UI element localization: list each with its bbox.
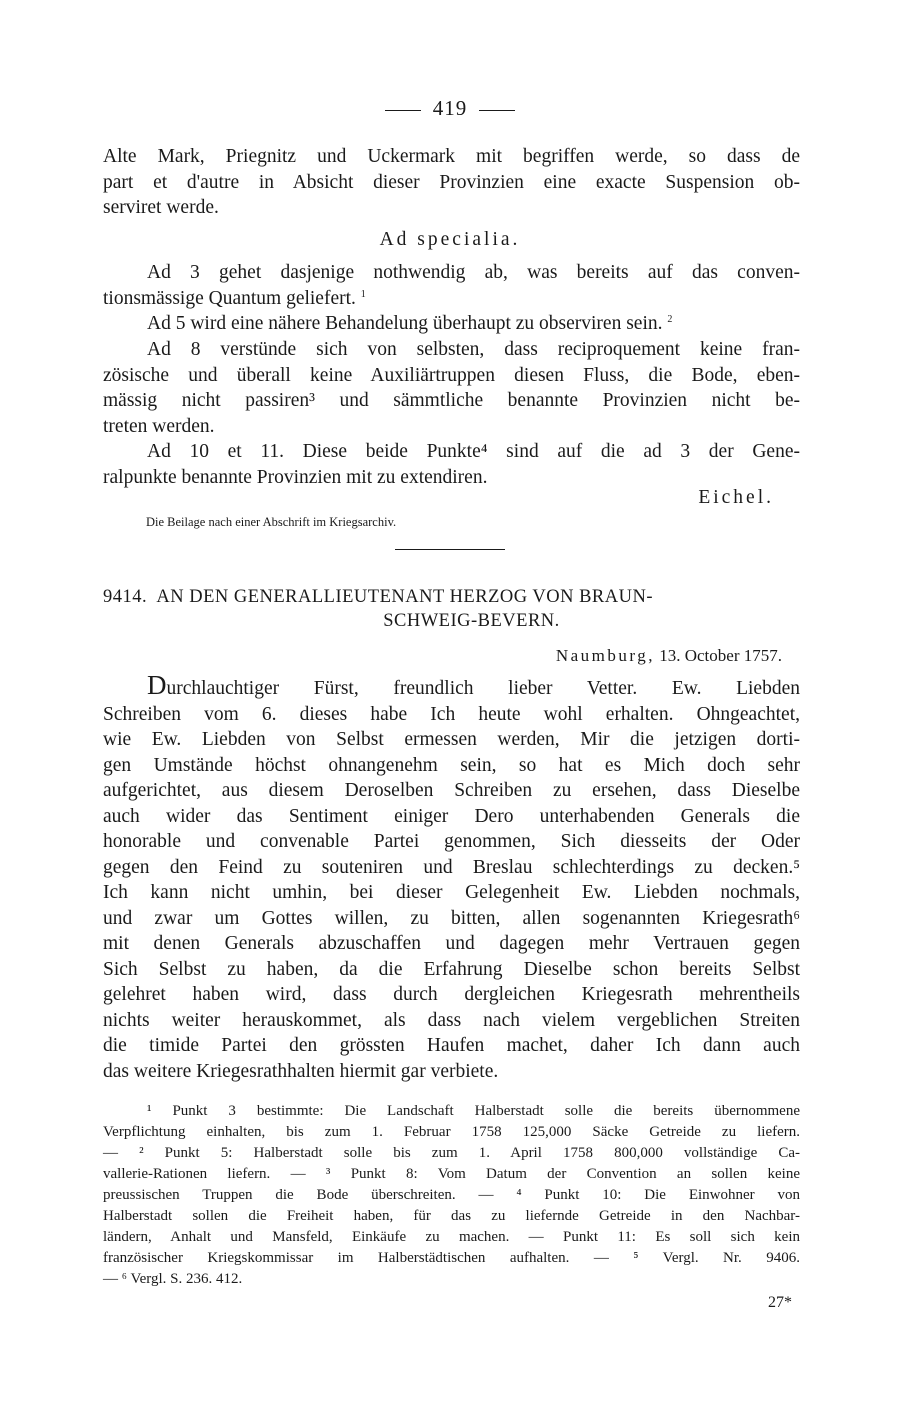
text-line: gen Umstände höchst ohnangenehm sein, so hat es Mich doch sehr: [103, 754, 800, 776]
drop-cap: D: [147, 670, 167, 700]
source-note: Die Beilage nach einer Abschrift im Kriegsarchiv.: [146, 515, 397, 529]
text-line: Ad 8 verstünde sich von selbsten, dass reciproquement keine fran-: [147, 339, 800, 360]
text-fragment: urchlauchtiger Fürst, freundlich lieber Vetter. Ew. Liebden: [166, 678, 800, 699]
dash-left: [385, 110, 421, 111]
text-fragment: Ad 5 wird eine nähere Behandelung überhaupt zu observiren sein.: [147, 313, 663, 334]
text-line: Sich Selbst zu haben, da die Erfahrung Dieselbe schon bereits Selbst: [103, 958, 800, 980]
intro-paragraph: [103, 144, 800, 221]
section-divider: [395, 549, 505, 550]
footnote-line: Halberstadt sollen die Freiheit haben, für das zu liefernde Getreide in den Nachbar-: [103, 1208, 800, 1224]
text-fragment: tionsmässige Quantum geliefert.: [103, 287, 356, 309]
dash-right: [479, 110, 515, 111]
footnote-line: ¹ Punkt 3 bestimmte: Die Landschaft Halberstadt solle die bereits übernommene: [147, 1103, 800, 1119]
footnotes: [103, 1101, 800, 1290]
text-line: Alte Mark, Priegnitz und Uckermark mit begriffen werde, so dass de: [103, 146, 800, 167]
signature-mark: 27*: [768, 1294, 792, 1311]
page-number-header: [0, 96, 900, 121]
text-line: zösische und überall keine Auxiliärtruppen diesen Fluss, die Bode, eben-: [103, 364, 800, 386]
text-line: [103, 286, 800, 312]
text-line: mässig nicht passiren³ und sämmtliche benannte Provinzien nicht be-: [103, 390, 800, 411]
text-line: nichts weiter herauskommet, als dass nach vielem vergeblichen Streiten: [103, 1009, 800, 1031]
text-line: und zwar um Gottes willen, zu bitten, allen sogenannten Kriegesrath⁶: [103, 907, 800, 929]
footnote-line: französischer Kriegskommissar im Halberstädtischen aufhalten. — ⁵ Vergl. Nr. 9406.: [103, 1250, 800, 1266]
page-number: 419: [432, 96, 468, 120]
text-line: serviret werde.: [103, 197, 219, 218]
text-line: aufgerichtet, aus diesem Deroselben Schreiben zu ersehen, dass Dieselbe: [103, 780, 800, 801]
text-line: gegen den Feind zu souteniren und Breslau schlechterdings zu decken.⁵: [103, 856, 800, 878]
footnote-line: ländern, Anhalt und Mansfeld, Einkäufe zu machen. — Punkt 11: Es soll sich kein: [103, 1229, 800, 1245]
text-line: die timide Partei den grössten Haufen machet, daher Ich dann auch: [103, 1035, 800, 1056]
text-line: wie Ew. Liebden von Selbst ermessen werden, Mir die jetzigen dorti-: [103, 729, 800, 750]
item-ad-5: [103, 311, 800, 337]
title-line-1: [103, 585, 800, 609]
text-line: honorable und convenable Partei genommen, Sich diesseits der Oder: [103, 831, 800, 852]
text-line: treten werden.: [103, 415, 215, 437]
title-line-2: SCHWEIG-BEVERN.: [383, 611, 560, 631]
text-line: [103, 311, 800, 337]
text-line: das weitere Kriegesrathhalten hiermit gar verbiete.: [103, 1060, 499, 1082]
place: Naumburg,: [555, 646, 655, 665]
text-line: [103, 670, 800, 702]
text-line: gelehret haben wird, dass durch dergleichen Kriegesrath mehrentheils: [103, 984, 800, 1005]
text-line: part et d'autre in Absicht dieser Provinzien eine exacte Suspension ob-: [103, 171, 800, 193]
footnote-line: preussischen Truppen die Bode überschreiten. — ⁴ Punkt 10: Die Einwohner von: [103, 1187, 800, 1203]
text-line: Ich kann nicht umhin, bei dieser Gelegenheit Ew. Liebden nochmals,: [103, 882, 800, 903]
footnote-line: — ² Punkt 5: Halberstadt solle bis zum 1. April 1758 800,000 vollständige Ca-: [103, 1145, 800, 1161]
letter-body: [103, 670, 800, 1084]
text-line: Schreiben vom 6. dieses habe Ich heute wohl erhalten. Ohngeachtet,: [103, 703, 800, 725]
footnote-line: vallerie-Rationen liefern. — ³ Punkt 8: Vom Datum der Convention an sollen keine: [103, 1166, 800, 1182]
text-line: ralpunkte benannte Provinzien mit zu extendiren.: [103, 466, 488, 488]
date: 13. October 1757.: [659, 646, 782, 665]
title-text: AN DEN GENERALLIEUTENANT HERZOG VON BRAUN-: [156, 587, 654, 607]
text-line: Ad 3 gehet dasjenige nothwendig ab, was bereits auf das conven-: [147, 262, 800, 283]
item-ad-3: [103, 260, 800, 311]
item-ad-8: [103, 337, 800, 439]
footnote-ref: 2: [667, 314, 673, 325]
text-line: Ad 10 et 11. Diese beide Punkte⁴ sind auf die ad 3 der Gene-: [147, 441, 800, 462]
place-date: [556, 646, 782, 666]
footnote-ref: 1: [360, 288, 366, 300]
document-number: 9414.: [103, 587, 148, 607]
item-ad-10-11: [103, 439, 800, 490]
document-title: [103, 585, 800, 633]
text-line: auch wider das Sentiment einiger Dero unterhabenden Generals die: [103, 805, 800, 827]
text-line: mit denen Generals abzuschaffen und dagegen mehr Vertrauen gegen: [103, 933, 800, 954]
footnote-line: Verpflichtung einhalten, bis zum 1. Februar 1758 125,000 Säcke Getreide zu liefern.: [103, 1124, 800, 1140]
signature: Eichel.: [698, 487, 774, 508]
footnote-line: — ⁶ Vergl. S. 236. 412.: [103, 1271, 243, 1287]
ad-specialia-heading: Ad specialia.: [379, 229, 521, 250]
